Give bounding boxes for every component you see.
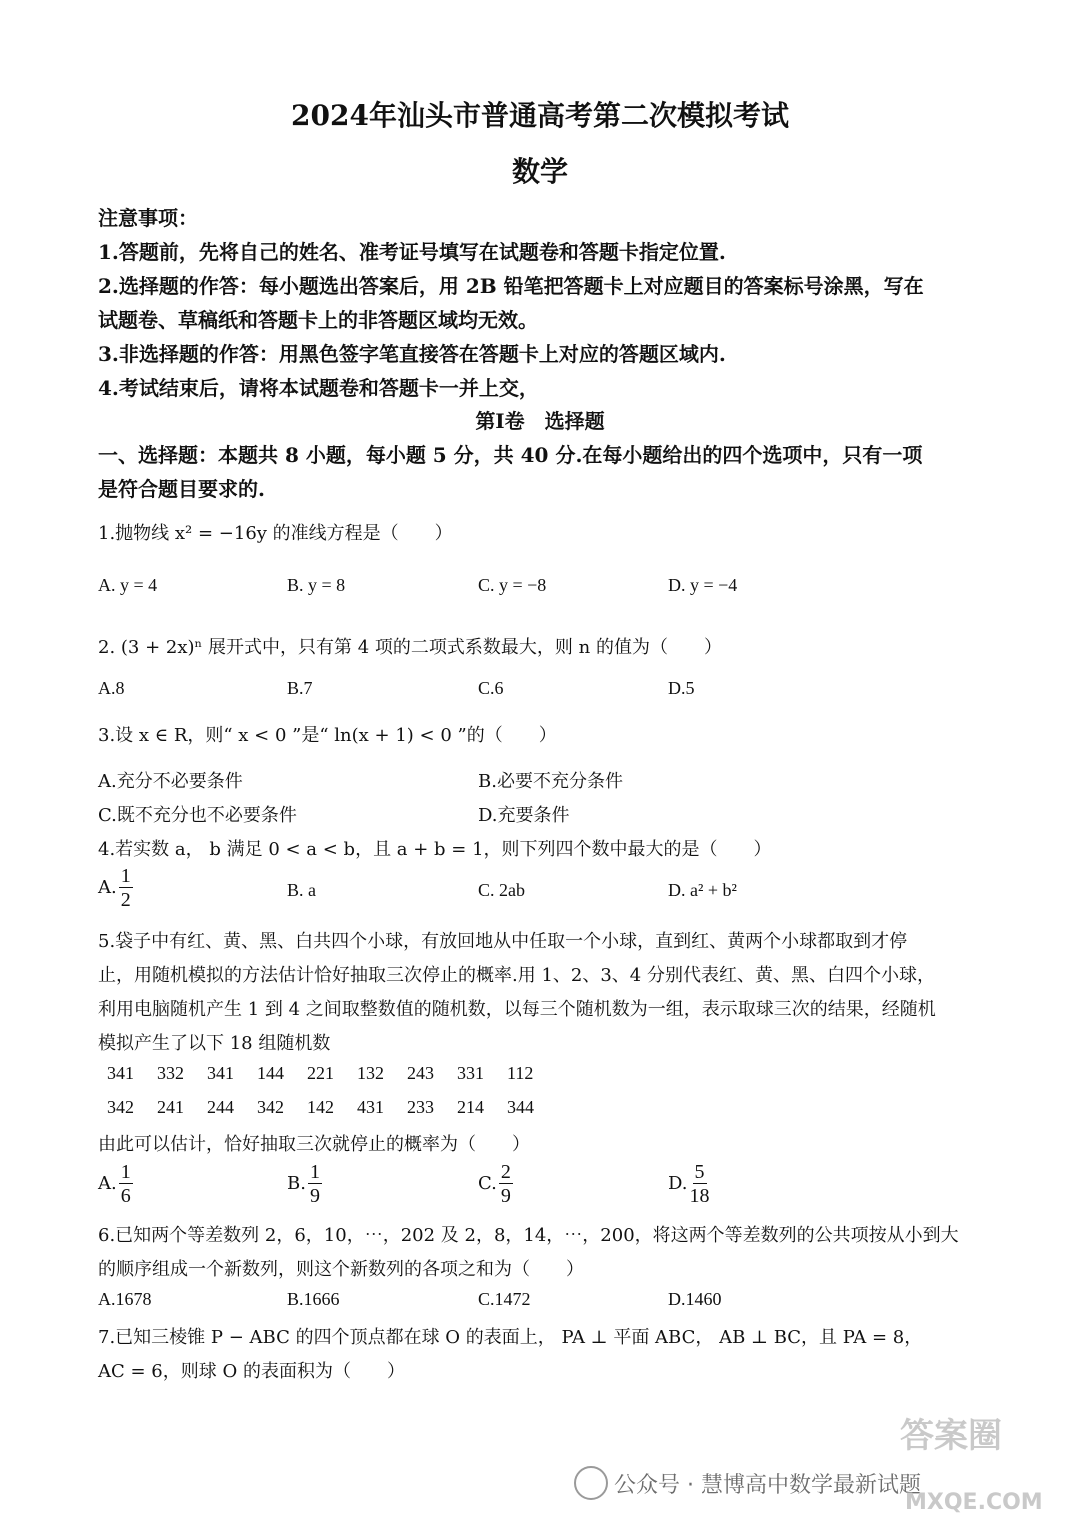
q4-option-b: B. a xyxy=(287,880,316,900)
q1-option-c: C. y = −8 xyxy=(478,575,547,595)
q6-option-d: D.1460 xyxy=(668,1289,722,1309)
random-number: 112 xyxy=(507,1063,534,1083)
q4-stem: 4.若实数 a， b 满足 0 < a < b，且 a + b = 1，则下列四个数中最大的是（ ） xyxy=(98,839,772,860)
random-number-row-1 xyxy=(107,1063,557,1084)
section-intro-line2: 是符合题目要求的. xyxy=(98,477,265,501)
q2-option-b: B.7 xyxy=(287,678,313,698)
q2-option-c: C.6 xyxy=(478,678,504,698)
fraction-numerator: 5 xyxy=(694,1161,705,1183)
q1-option-b: B. y = 8 xyxy=(287,575,346,595)
q5-option-b xyxy=(287,1162,322,1206)
notice-item-1: 1.答题前，先将自己的姓名、准考证号填写在试题卷和答题卡指定位置. xyxy=(98,240,726,264)
option-fraction xyxy=(499,1162,513,1206)
q2-option-d: D.5 xyxy=(668,678,695,698)
random-number: 221 xyxy=(307,1063,334,1083)
option-fraction xyxy=(690,1162,710,1206)
random-number: 342 xyxy=(257,1097,284,1117)
random-number: 331 xyxy=(457,1063,484,1083)
option-label: D. xyxy=(668,1173,688,1194)
random-number: 431 xyxy=(357,1097,384,1117)
q7-line-1: 7.已知三棱锥 P − ABC 的四个顶点都在球 O 的表面上， PA ⊥ 平面 ABC， AB ⊥ BC，且 PA = 8， xyxy=(98,1327,923,1348)
option-label: B. xyxy=(287,1173,306,1194)
random-number: 241 xyxy=(157,1097,184,1117)
q6-option-c: C.1472 xyxy=(478,1289,531,1309)
q5-option-c xyxy=(478,1162,513,1206)
random-number: 214 xyxy=(457,1097,484,1117)
option-label: A. xyxy=(98,1173,117,1194)
stamp-logo-top: 答案圈 xyxy=(900,1416,1002,1456)
section-title: 第Ⅰ卷 选择题 xyxy=(475,409,605,433)
option-fraction xyxy=(308,1162,322,1206)
notice-item-4: 4.考试结束后，请将本试题卷和答题卡一并上交， xyxy=(98,376,539,400)
fraction-denominator: 9 xyxy=(500,1185,511,1207)
random-number: 341 xyxy=(107,1063,134,1083)
q6-line-1: 6.已知两个等差数列 2，6，10，⋯，202 及 2，8，14，⋯，200，将这两个等差数列的公共项按从小到大 xyxy=(98,1225,959,1246)
random-number: 142 xyxy=(307,1097,334,1117)
fraction-denominator: 9 xyxy=(309,1185,320,1207)
exam-title: 2024年汕头市普通高考第二次模拟考试 xyxy=(291,99,789,132)
wechat-icon xyxy=(574,1466,608,1500)
q4-option-a-fraction xyxy=(119,866,133,910)
q1-option-a: A. y = 4 xyxy=(98,575,158,595)
q5-line-3: 利用电脑随机产生 1 到 4 之间取整数值的随机数，以每三个随机数为一组，表示取球三次的结果，经随机 xyxy=(98,999,936,1020)
q6-line-2: 的顺序组成一个新数列，则这个新数列的各项之和为（ ） xyxy=(98,1259,584,1280)
subject-title: 数学 xyxy=(511,155,568,188)
notice-item-2-cont: 试题卷、草稿纸和答题卡上的非答题区域均无效。 xyxy=(98,308,538,332)
q4-option-d: D. a² + b² xyxy=(668,880,737,900)
q3-stem: 3.设 x ∈ R，则“ x < 0 ”是“ ln(x + 1) < 0 ”的（ ） xyxy=(98,725,557,746)
q3-option-c: C.既不充分也不必要条件 xyxy=(98,805,297,826)
random-number: 233 xyxy=(407,1097,434,1117)
random-number-row-2 xyxy=(107,1097,557,1118)
notice-item-3: 3.非选择题的作答：用黑色签字笔直接答在答题卡上对应的答题区域内. xyxy=(98,342,726,366)
q6-option-a: A.1678 xyxy=(98,1289,152,1309)
option-fraction xyxy=(119,1162,133,1206)
option-label: C. xyxy=(478,1173,497,1194)
fraction-denominator: 18 xyxy=(689,1185,710,1207)
random-number: 341 xyxy=(207,1063,234,1083)
q5-line-4: 模拟产生了以下 18 组随机数 xyxy=(98,1033,331,1054)
fraction-denominator: 6 xyxy=(120,1185,131,1207)
fraction-denominator: 2 xyxy=(120,889,131,911)
random-number: 332 xyxy=(157,1063,184,1083)
q3-option-a: A.充分不必要条件 xyxy=(98,771,243,792)
q4-option-a-label: A. xyxy=(98,877,117,898)
watermark-text: 公众号 · 慧博高中数学最新试题 xyxy=(614,1473,921,1498)
notice-item-2: 2.选择题的作答：每小题选出答案后，用 2B 铅笔把答题卡上对应题目的答案标号涂黑，写在 xyxy=(98,274,924,298)
q5-option-a xyxy=(98,1162,133,1206)
stamp-logo-bottom: MXQE.COM xyxy=(905,1490,1043,1515)
fraction-numerator: 2 xyxy=(500,1161,511,1183)
q5-line-2: 止，用随机模拟的方法估计恰好抽取三次停止的概率.用 1、2、3、4 分别代表红、黄、黑、白四个小球， xyxy=(98,965,935,986)
q2-option-a: A.8 xyxy=(98,678,125,698)
fraction-numerator: 1 xyxy=(309,1161,320,1183)
section-intro-line1: 一、选择题：本题共 8 小题，每小题 5 分，共 40 分.在每小题给出的四个选项中，只有一项 xyxy=(98,443,923,467)
random-number: 244 xyxy=(207,1097,234,1117)
q7-line-2: AC = 6，则球 O 的表面积为（ ） xyxy=(98,1361,405,1382)
q3-option-d: D.充要条件 xyxy=(478,805,570,826)
q1-stem: 1.抛物线 x² = −16y 的准线方程是（ ） xyxy=(98,523,453,544)
fraction-numerator: 1 xyxy=(120,865,131,887)
random-number: 243 xyxy=(407,1063,434,1083)
q6-option-b: B.1666 xyxy=(287,1289,340,1309)
random-number: 342 xyxy=(107,1097,134,1117)
q5-option-d xyxy=(668,1162,710,1206)
q5-ask: 由此可以估计，恰好抽取三次就停止的概率为（ ） xyxy=(98,1134,530,1155)
q4-option-a xyxy=(98,866,133,910)
q1-option-d: D. y = −4 xyxy=(668,575,738,595)
random-number: 132 xyxy=(357,1063,384,1083)
q3-option-b: B.必要不充分条件 xyxy=(478,771,623,792)
q2-stem: 2. (3 + 2x)ⁿ 展开式中，只有第 4 项的二项式系数最大，则 n 的值为（ ） xyxy=(98,637,722,658)
q4-option-c: C. 2ab xyxy=(478,880,525,900)
q5-line-1: 5.袋子中有红、黄、黑、白共四个小球，有放回地从中任取一个小球，直到红、黄两个小球都取到才停 xyxy=(98,931,908,952)
fraction-numerator: 1 xyxy=(120,1161,131,1183)
notice-heading: 注意事项： xyxy=(98,206,198,230)
random-number: 144 xyxy=(257,1063,284,1083)
random-number: 344 xyxy=(507,1097,534,1117)
